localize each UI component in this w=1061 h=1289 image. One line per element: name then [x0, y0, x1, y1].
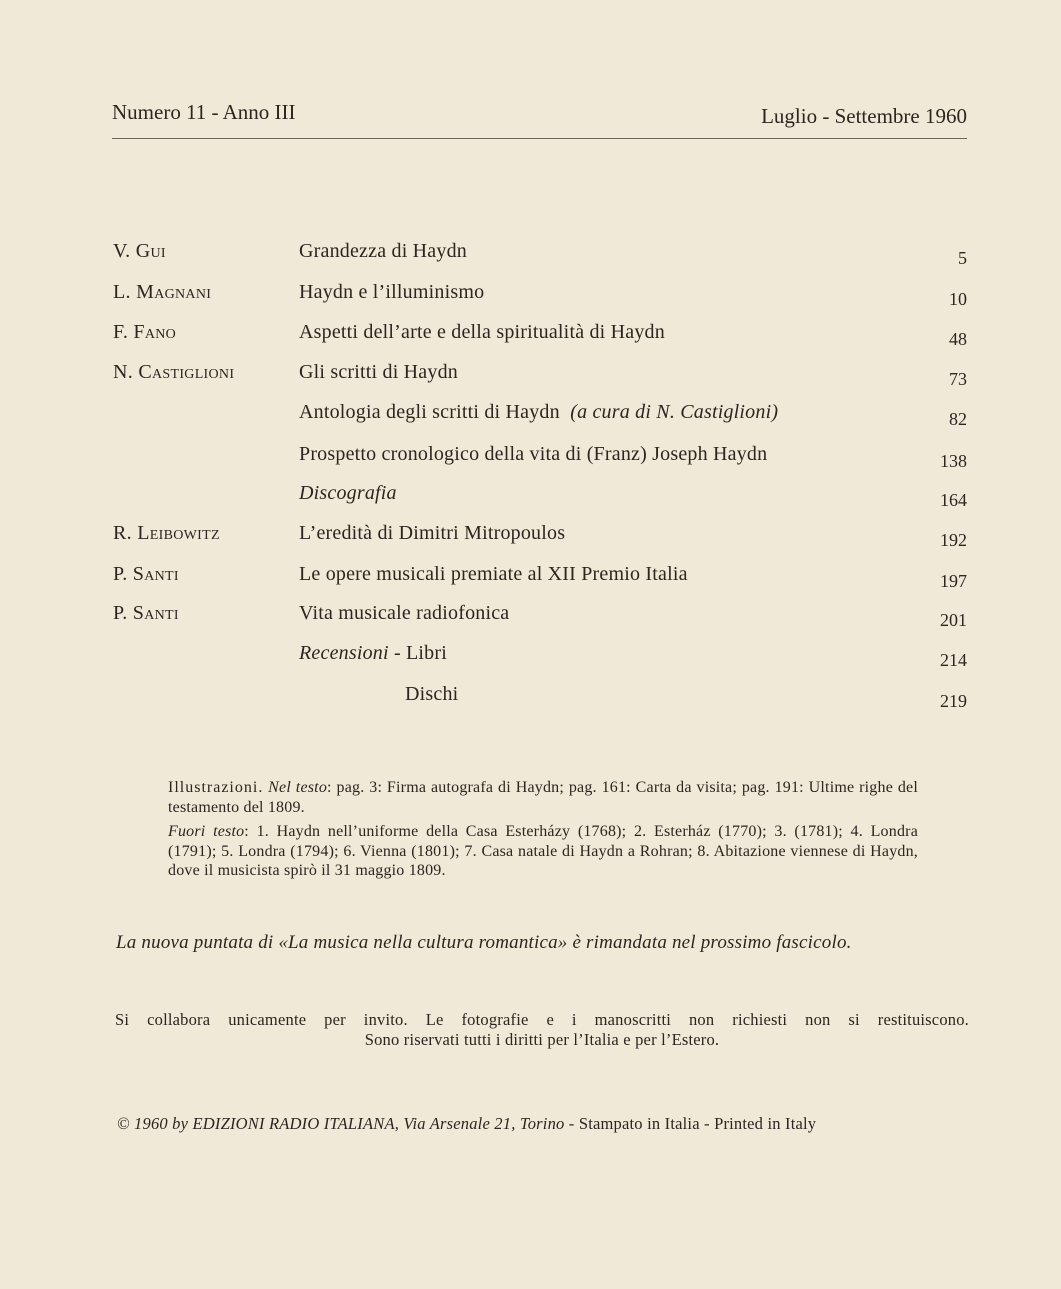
toc-author: R. Leibowitz — [113, 522, 220, 544]
toc-row — [0, 563, 1061, 593]
toc-row — [0, 482, 1061, 512]
toc-title: Prospetto cronologico della vita di (Franz) Joseph Haydn — [299, 443, 768, 465]
copyright-publisher: © 1960 by EDIZIONI RADIO ITALIANA, Via Arsenale 21, Torino — [117, 1114, 565, 1133]
toc-title: Aspetti dell’arte e della spiritualità di Haydn — [299, 321, 665, 343]
nel-testo-text: : pag. 3: Firma autografa di Haydn; pag. 161: Carta da visita; pag. 191: Ultime righe del testamento del 1809. — [168, 779, 918, 816]
fuori-testo-text: : 1. Haydn nell’uniforme della Casa Esterházy (1768); 2. Esterház (1770); 3. (1781); 4. Londra (1791); 5. Londra (1794); 6. Vienna (1801); 7. Casa natale di Haydn a Rohran; 8. Abitazione viennese di Haydn, dove il musicista spirò il 31 maggio 1809. — [168, 823, 918, 879]
header-divider — [112, 138, 967, 139]
toc-title — [299, 642, 447, 665]
toc-row — [0, 683, 1061, 713]
toc-title: L’eredità di Dimitri Mitropoulos — [299, 522, 566, 544]
illustrations-note — [168, 778, 918, 881]
policy-line-2: Sono riservati tutti i diritti per l’Italia e per l’Estero. — [364, 1030, 720, 1049]
policy-line-1: Si collabora unicamente per invito. Le fotografie e i manoscritti non richiesti non si restituiscono. — [115, 1010, 969, 1029]
toc-page: 197 — [940, 571, 967, 591]
issue-date: Luglio - Settembre 1960 — [761, 104, 967, 128]
copyright-printed: - Stampato in Italia - Printed in Italy — [564, 1114, 817, 1133]
toc-page: 10 — [949, 289, 967, 309]
postponement-notice: La nuova puntata di «La musica nella cultura romantica» è rimandata nel prossimo fascicolo. — [116, 932, 852, 953]
toc-title: Gli scritti di Haydn — [299, 361, 458, 383]
toc-page: 73 — [949, 369, 967, 389]
illustrations-label: Illustrazioni. — [168, 779, 264, 796]
toc-title-suffix: - Libri — [388, 642, 448, 664]
toc-page: 138 — [940, 451, 967, 471]
illustrations-plates — [168, 822, 918, 881]
toc-title-note: (a cura di N. Castiglioni) — [570, 401, 779, 423]
copyright-line — [117, 1114, 969, 1134]
toc-page: 82 — [949, 409, 967, 429]
illustrations-in-text — [168, 778, 918, 817]
toc-page: 192 — [940, 530, 967, 550]
toc-row — [0, 401, 1061, 431]
toc-row — [0, 642, 1061, 672]
toc-author: N. Castiglioni — [113, 361, 235, 383]
toc-page: 214 — [940, 650, 967, 670]
editorial-policy — [115, 1010, 969, 1050]
toc-author: F. Fano — [113, 321, 177, 343]
toc-page: 164 — [940, 490, 967, 510]
issue-number: Numero 11 - Anno III — [112, 100, 296, 124]
toc-page: 219 — [940, 691, 967, 711]
toc-page: 201 — [940, 610, 967, 630]
toc-author: V. Gui — [113, 240, 166, 262]
toc-row — [0, 240, 1061, 270]
toc-row — [0, 602, 1061, 632]
toc-title — [299, 401, 778, 424]
toc-row — [0, 321, 1061, 351]
toc-title: Dischi — [405, 683, 459, 705]
toc-title: Le opere musicali premiate al XII Premio Italia — [299, 563, 688, 585]
toc-row — [0, 443, 1061, 473]
toc-author: L. Magnani — [113, 281, 212, 303]
toc-title-text: Antologia degli scritti di Haydn — [299, 401, 560, 423]
toc-title: Discografia — [299, 482, 397, 504]
toc-page: 5 — [958, 248, 967, 268]
toc-row — [0, 281, 1061, 311]
toc-page: 48 — [949, 329, 967, 349]
toc-author: P. Santi — [113, 563, 179, 585]
toc-row — [0, 361, 1061, 391]
toc-title: Grandezza di Haydn — [299, 240, 467, 262]
toc-title-text: Recensioni — [299, 642, 389, 664]
toc-title: Vita musicale radiofonica — [299, 602, 510, 624]
toc-author: P. Santi — [113, 602, 179, 624]
toc-row — [0, 522, 1061, 552]
nel-testo-label: Nel testo — [268, 779, 328, 796]
fuori-testo-label: Fuori testo — [168, 823, 245, 840]
toc-title: Haydn e l’illuminismo — [299, 281, 485, 303]
